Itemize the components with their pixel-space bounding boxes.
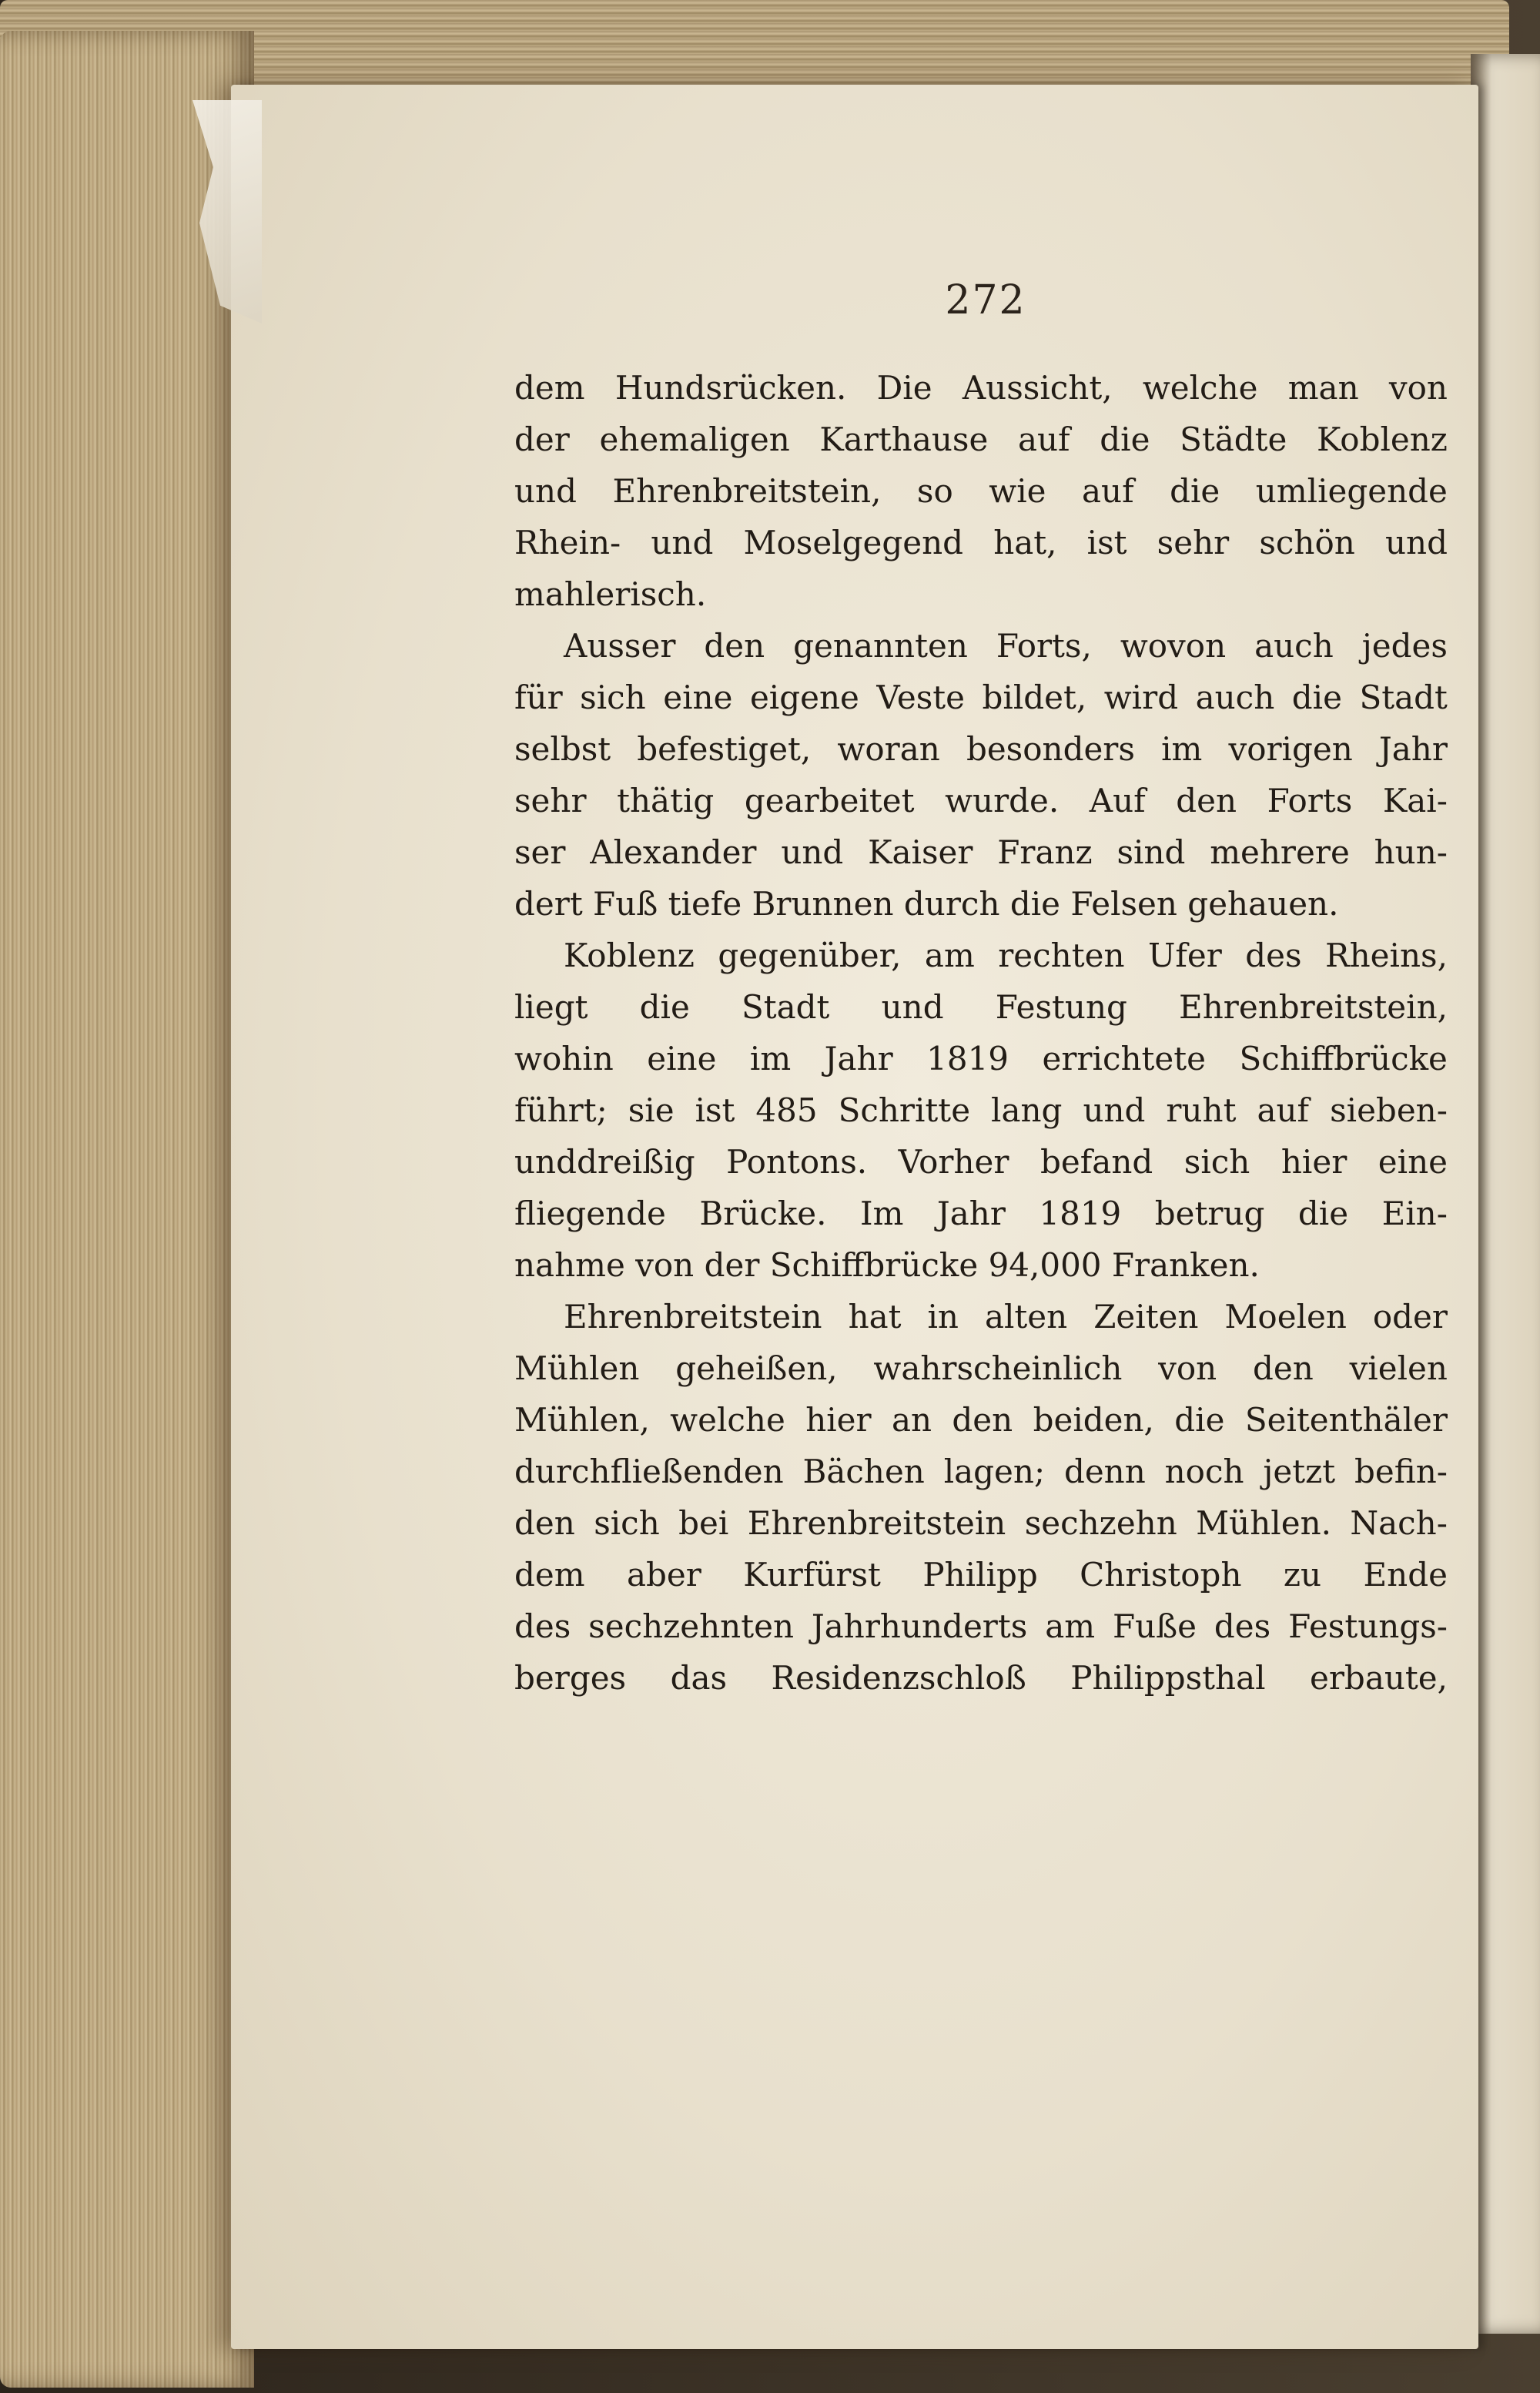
text-line: Mühlen, welche hier an den beiden, die Seitenthäler <box>514 1401 1448 1439</box>
text-line: führt; sie ist 485 Schritte lang und ruht auf sieben- <box>514 1091 1448 1129</box>
text-line: und Ehrenbreitstein, so wie auf die umliegende <box>514 472 1448 510</box>
page-number: 272 <box>945 277 1026 323</box>
text-line: liegt die Stadt und Festung Ehrenbreitstein, <box>514 988 1448 1026</box>
text-line: mahlerisch. <box>514 575 707 613</box>
text-line: ser Alexander und Kaiser Franz sind mehrere hun- <box>514 833 1448 871</box>
text-line: durchfließenden Bächen lagen; denn noch jetzt befin- <box>514 1453 1448 1490</box>
text-line: dem aber Kurfürst Philipp Christoph zu Ende <box>514 1556 1448 1594</box>
text-line: Koblenz gegenüber, am rechten Ufer des Rheins, <box>564 937 1448 974</box>
text-line: berges das Residenzschloß Philippsthal erbaute, <box>514 1659 1448 1697</box>
text-line: für sich eine eigene Veste bildet, wird auch die Stadt <box>514 679 1448 716</box>
text-line: nahme von der Schiffbrücke 94,000 Franken. <box>514 1246 1260 1284</box>
facing-page-edge <box>1471 54 1540 2334</box>
text-line: Rhein- und Moselgegend hat, ist sehr schön und <box>514 524 1448 561</box>
text-line: der ehemaligen Karthause auf die Städte Koblenz <box>514 421 1448 458</box>
text-line: des sechzehnten Jahrhunderts am Fuße des Festungs- <box>514 1607 1448 1645</box>
text-line: unddreißig Pontons. Vorher befand sich hier eine <box>514 1143 1448 1181</box>
text-line: den sich bei Ehrenbreitstein sechzehn Mühlen. Nach- <box>514 1504 1448 1542</box>
body-text <box>514 362 1448 1704</box>
text-line: dem Hundsrücken. Die Aussicht, welche man von <box>514 369 1448 407</box>
text-line: fliegende Brücke. Im Jahr 1819 betrug die Ein- <box>514 1195 1448 1232</box>
text-line: selbst befestiget, woran besonders im vorigen Jahr <box>514 730 1448 768</box>
text-line: wohin eine im Jahr 1819 errichtete Schiffbrücke <box>514 1040 1448 1078</box>
text-line: Ausser den genannten Forts, wovon auch jedes <box>564 627 1448 665</box>
text-line: dert Fuß tiefe Brunnen durch die Felsen gehauen. <box>514 885 1339 923</box>
text-line: Mühlen geheißen, wahrscheinlich von den vielen <box>514 1349 1448 1387</box>
text-line: sehr thätig gearbeitet wurde. Auf den Forts Kai- <box>514 782 1448 819</box>
text-line: Ehrenbreitstein hat in alten Zeiten Moelen oder <box>564 1298 1448 1336</box>
page-edges-left <box>0 31 254 2388</box>
